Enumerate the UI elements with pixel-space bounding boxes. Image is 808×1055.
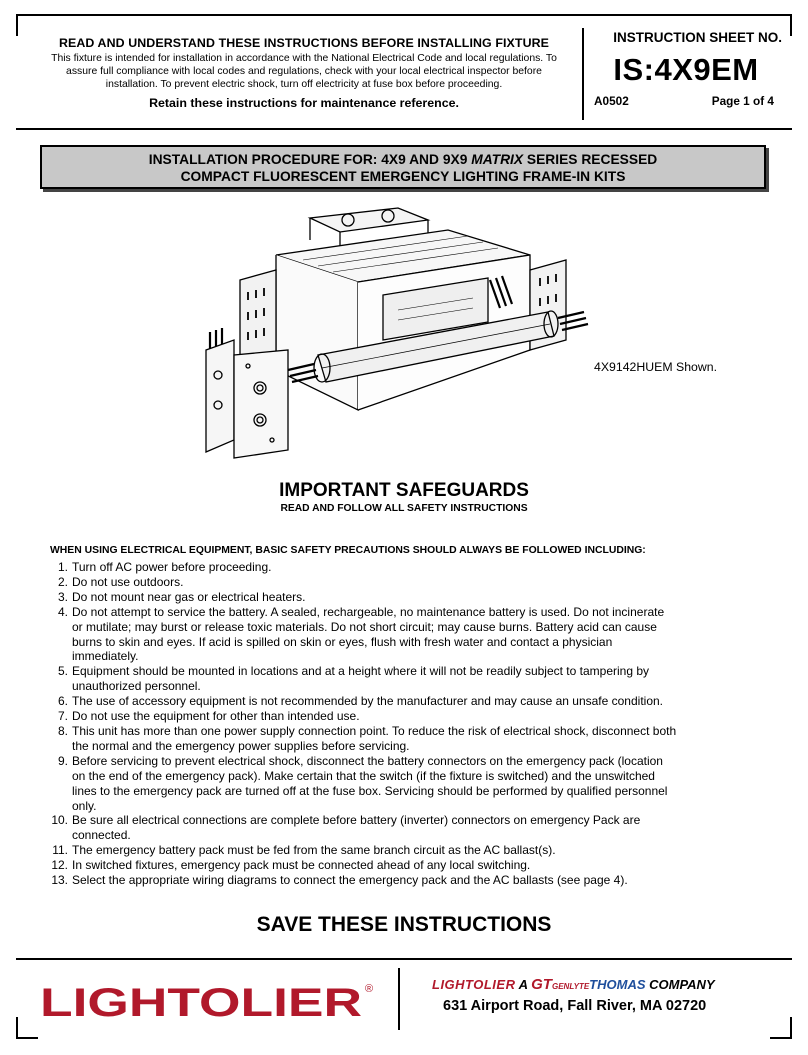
safety-item [50,605,766,665]
intro-line: installation. To prevent electric shock, turn off electricity at fuse box before proceeding. [105,79,503,90]
item-number: 1. [57,560,68,574]
intro-paragraph [30,52,578,91]
company-text: A [515,977,532,992]
item-text [72,709,766,724]
item-text [72,694,766,709]
item-line: burns to skin and eyes. If acid is spilled on skin or eyes, flush with fresh water and contact a physician [72,634,613,649]
header-divider [582,28,584,120]
item-number: 10. [51,813,68,828]
safety-item [50,858,766,873]
item-line: Equipment should be mounted in locations and at a height where it will not be readily subject to tampering by [72,664,650,679]
item-number: 12. [51,858,68,873]
item-text [72,560,766,575]
item-line: the normal and the emergency power supplies before servicing. [72,738,410,753]
safety-instructions-list [50,560,766,888]
item-line: In switched fixtures, emergency pack must be connected ahead of any local switching. [72,858,531,873]
warning-title: READ AND UNDERSTAND THESE INSTRUCTIONS BEFORE INSTALLING FIXTURE [58,36,550,50]
company-address: 631 Airport Road, Fall River, MA 02720 [443,998,707,1014]
corner-bracket [770,1017,792,1039]
safety-item [50,813,766,843]
safety-item [50,694,766,709]
safety-item [50,560,766,575]
safety-item [50,664,766,694]
intro-line: This fixture is intended for installation in accordance with the National Electrical Code and local regulations. To [51,53,557,64]
safeguards-subtitle: READ AND FOLLOW ALL SAFETY INSTRUCTIONS [280,503,528,514]
item-text [72,605,766,665]
item-line: This unit has more than one power supply connection point. To reduce the risk of electrical shock, disconnect both [72,723,677,738]
safety-item [50,575,766,590]
item-line: Do not attempt to service the battery. A sealed, rechargeable, no maintenance battery is used. Do not incinerate [72,604,665,619]
logo-wordmark: LIGHTOLIER [40,981,363,1024]
item-text [72,664,766,694]
sheet-meta [590,94,782,108]
item-line: lines to the emergency pack are turned off at the fuse box. Servicing should be performed by qualified personnel [72,783,668,798]
item-text [72,858,766,873]
item-line: connected. [72,828,131,843]
lightolier-logo [40,976,380,1024]
footer-rule [16,958,792,960]
item-number: 6. [57,694,68,709]
item-text [72,813,766,843]
banner-text: INSTALLATION PROCEDURE FOR: 4X9 AND 9X9 [148,152,472,167]
item-line: immediately. [72,649,139,664]
item-number: 5. [57,664,68,679]
sheet-label: INSTRUCTION SHEET NO. [613,30,782,45]
registered-mark: ® [365,983,374,995]
safety-item [50,709,766,724]
item-number: 7. [57,709,68,724]
gt-mark: GT [531,976,552,993]
item-text [72,724,766,754]
item-line: The emergency battery pack must be fed from the same branch circuit as the AC ballast(s). [72,843,556,858]
item-line: Turn off AC power before proceeding. [72,560,272,574]
banner-line-2: COMPACT FLUORESCENT EMERGENCY LIGHTING FRAME-IN KITS [180,169,626,184]
banner-text: SERIES RECESSED [523,152,658,167]
revision-code: A0502 [594,94,629,108]
sheet-number: IS:4X9EM [613,52,759,87]
corner-bracket [16,14,38,36]
item-text [72,754,766,814]
safety-item [50,724,766,754]
item-line: only. [72,798,97,813]
item-number: 2. [57,574,68,589]
footer-divider [398,968,400,1030]
corner-bracket [16,1017,38,1039]
item-number: 3. [57,589,68,604]
fixture-illustration [198,200,598,465]
item-line: Do not mount near gas or electrical heaters. [72,589,306,604]
item-text [72,873,766,888]
item-line: Before servicing to prevent electrical shock, disconnect the battery connectors on the emergency pack (location [72,753,663,768]
header-rule [16,128,792,130]
genlyte-mark: GENLYTE [551,982,590,991]
precautions-intro: WHEN USING ELECTRICAL EQUIPMENT, BASIC SAFETY PRECAUTIONS SHOULD ALWAYS BE FOLLOWED INCLUDING: [50,545,646,556]
item-number: 11. [52,843,68,858]
header-notice [30,36,578,110]
item-number: 9. [57,753,68,768]
page-indicator: Page 1 of 4 [711,94,774,108]
item-line: Select the appropriate wiring diagrams to connect the emergency pack and the AC ballasts (see page 4). [72,873,628,888]
item-line: or mutilate; may burst or release toxic materials. Do not short circuit; may cause burns. Battery acid can cause [72,619,657,634]
save-instructions-heading: SAVE THESE INSTRUCTIONS [256,913,552,936]
thomas-mark: THOMAS [589,977,646,992]
item-line: unauthorized personnel. [72,679,201,694]
item-line: Do not use the equipment for other than intended use. [72,709,360,724]
item-number: 13. [51,873,68,888]
sheet-info [590,30,782,108]
series-name: MATRIX [471,152,524,167]
safety-item [50,843,766,858]
retain-note: Retain these instructions for maintenance reference. [149,96,459,110]
item-text [72,843,766,858]
safety-item [50,873,766,888]
intro-line: assure full compliance with local codes and regulations, check with your local electrical inspector before [66,66,542,77]
safety-item [50,590,766,605]
item-line: on the end of the emergency pack). Make certain that the switch (if the fixture is switched) and the unswitched [72,768,655,783]
banner-line-1 [42,151,764,168]
item-number: 8. [57,723,68,738]
title-banner [40,145,766,189]
item-number: 4. [57,604,68,619]
item-line: Be sure all electrical connections are complete before battery (inverter) connectors on emergency Pack are [72,813,641,828]
item-text [72,575,766,590]
item-line: Do not use outdoors. [72,574,184,589]
company-text: COMPANY [645,977,715,992]
item-text [72,590,766,605]
figure-caption: 4X9142HUEM Shown. [594,360,718,374]
company-line [432,976,715,993]
company-brand: LIGHTOLIER [432,977,516,992]
top-rule [16,14,792,16]
item-line: The use of accessory equipment is not recommended by the manufacturer and may cause an unsafe condition. [72,694,663,709]
safeguards-title: IMPORTANT SAFEGUARDS [279,480,529,501]
safety-item [50,754,766,814]
